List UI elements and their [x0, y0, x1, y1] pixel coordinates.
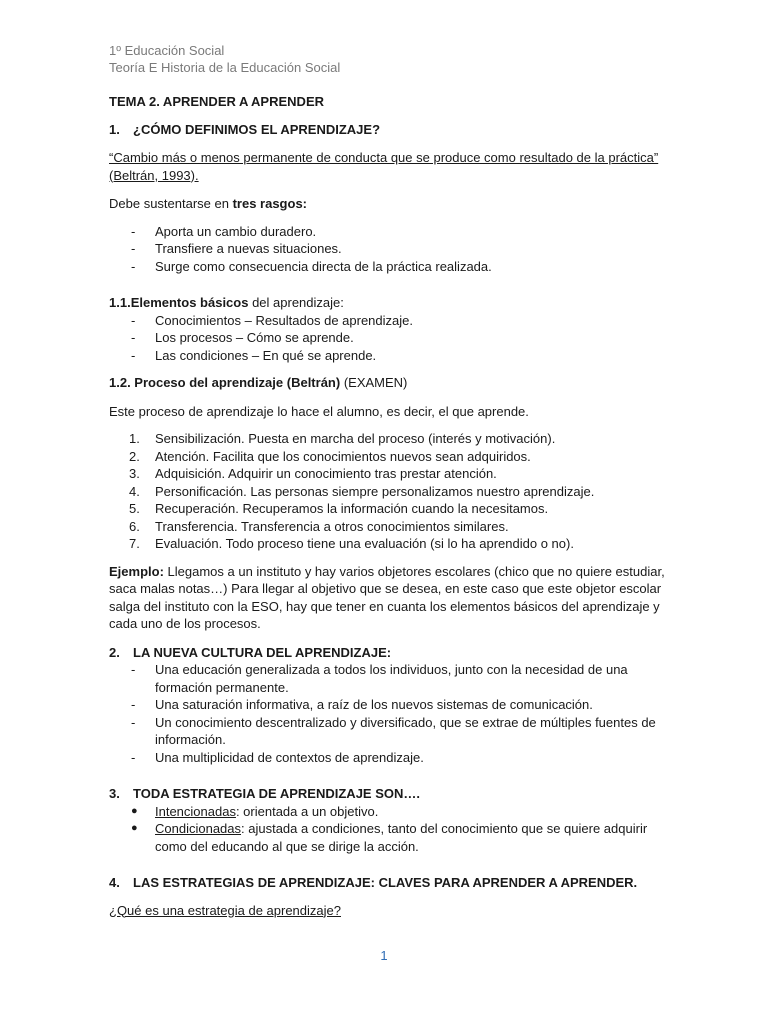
- list-item: 7. Evaluación. Todo proceso tiene una evaluación (si lo ha aprendido o no).: [129, 536, 574, 551]
- list-item: - Aporta un cambio duradero.: [131, 223, 317, 239]
- list-item: 3. Adquisición. Adquirir un conocimiento tras prestar atención.: [129, 466, 497, 481]
- definition-quote: “Cambio más o menos permanente de conducta que se produce como resultado de la práctica” (Beltrán, 1993).: [109, 150, 659, 183]
- list-item: - Un conocimiento descentralizado y diversificado, que se extrae de múltiples fuentes de información.: [131, 714, 656, 747]
- rasgos-list: [109, 223, 669, 276]
- list-item: - Transfiere a nuevas situaciones.: [131, 241, 342, 256]
- list-item: - Una multiplicidad de contextos de aprendizaje.: [131, 749, 424, 765]
- elementos-list: [109, 312, 669, 365]
- header-line-course: 1º Educación Social: [109, 43, 225, 58]
- list-item: - Los procesos – Cómo se aprende.: [131, 330, 354, 345]
- list-item: - Una educación generalizada a todos los individuos, junto con la necesidad de una formación permanente.: [131, 662, 628, 695]
- list-item: ● Condicionadas: ajustada a condiciones, tanto del conocimiento que se quiere adquirir como del educando al que se dirige la acción.: [131, 821, 648, 854]
- section-4-heading: 4. LAS ESTRATEGIAS DE APRENDIZAJE: CLAVES PARA APRENDER A APRENDER.: [109, 875, 638, 890]
- section-1-heading: 1. ¿CÓMO DEFINIMOS EL APRENDIZAJE?: [109, 121, 381, 137]
- document-body: [109, 93, 669, 919]
- list-item: - Surge como consecuencia directa de la práctica realizada.: [131, 258, 492, 274]
- subsection-1-1-heading: 1.1.Elementos básicos del aprendizaje:: [109, 295, 344, 310]
- cultura-list: [109, 661, 669, 766]
- list-item: 2. Atención. Facilita que los conocimientos nuevos sean adquiridos.: [129, 448, 531, 464]
- page-header: [109, 42, 340, 76]
- list-item: 1. Sensibilización. Puesta en marcha del proceso (interés y motivación).: [129, 431, 556, 446]
- proceso-list: [109, 430, 669, 553]
- estrategia-list: [109, 803, 669, 856]
- proceso-intro: Este proceso de aprendizaje lo hace el alumno, es decir, el que aprende.: [109, 403, 529, 419]
- subsection-1-2-heading: 1.2. Proceso del aprendizaje (Beltrán) (EXAMEN): [109, 375, 408, 390]
- list-item: - Conocimientos – Resultados de aprendizaje.: [131, 312, 413, 328]
- list-item: ● Intencionadas: orientada a un objetivo.: [131, 803, 379, 819]
- list-item: - Una saturación informativa, a raíz de los nuevos sistemas de comunicación.: [131, 697, 593, 712]
- list-item: - Las condiciones – En qué se aprende.: [131, 347, 377, 363]
- section-4-question: ¿Qué es una estrategia de aprendizaje?: [109, 902, 341, 918]
- list-item: 6. Transferencia. Transferencia a otros conocimientos similares.: [129, 518, 509, 534]
- header-line-subject: Teoría E Historia de la Educación Social: [109, 60, 341, 75]
- page-number: 1: [380, 948, 388, 963]
- document-title: TEMA 2. APRENDER A APRENDER: [109, 94, 325, 109]
- rasgos-intro: Debe sustentarse en tres rasgos:: [109, 196, 307, 211]
- section-2-heading: 2. LA NUEVA CULTURA DEL APRENDIZAJE:: [109, 644, 392, 660]
- section-3-heading: 3. TODA ESTRATEGIA DE APRENDIZAJE SON….: [109, 786, 420, 801]
- list-item: 5. Recuperación. Recuperamos la información cuando la necesitamos.: [129, 501, 549, 516]
- list-item: 4. Personificación. Las personas siempre personalizamos nuestro aprendizaje.: [129, 483, 595, 499]
- ejemplo-paragraph: Ejemplo: Llegamos a un instituto y hay varios objetores escolares (chico que no quiere estudiar, saca malas notas…) Para llegar al objetivo que se desea, en este caso que este objetor escolar salga del instituto con la ESO, hay que tener en cuanta los elementos básicos del aprendizaje y cada uno de los procesos.: [109, 563, 665, 631]
